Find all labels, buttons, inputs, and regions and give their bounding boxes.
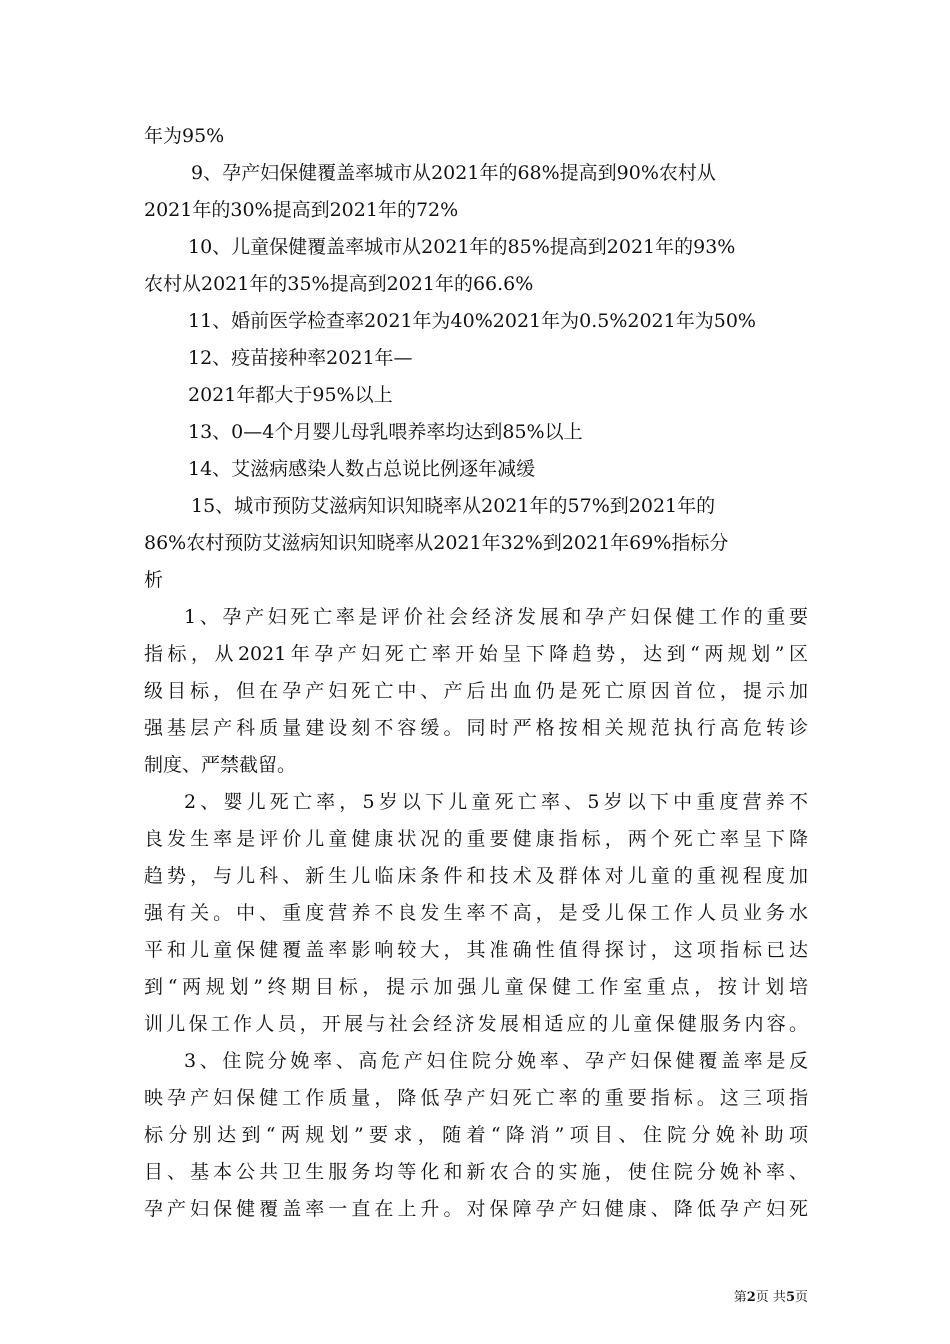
page-footer <box>600 1290 808 1306</box>
text-line: 到“两规划”终期目标，提示加强儿童保健工作室重点，按计划培 <box>144 976 808 998</box>
text-line: 11、婚前医学检查率2021年为40%2021年为0.5%2021年为50% <box>188 310 756 332</box>
text-line: 86%农村预防艾滋病知识知晓率从2021年32%到2021年69%指标分 <box>144 532 729 554</box>
text-line: 析 <box>144 569 164 591</box>
text-line: 良发生率是评价儿童健康状况的重要健康指标，两个死亡率呈下降 <box>144 828 808 850</box>
text-line: 3、住院分娩率、高危产妇住院分娩率、孕产妇保健覆盖率是反 <box>184 1050 808 1072</box>
text-line: 15、城市预防艾滋病知识知晓率从2021年的57%到2021年的 <box>191 495 716 517</box>
text-line: 1、孕产妇死亡率是评价社会经济发展和孕产妇保健工作的重要 <box>184 606 808 628</box>
text-line: 强基层产科质量建设刻不容缓。同时严格按相关规范执行高危转诊 <box>144 717 808 739</box>
page-number-suffix: 页 <box>794 1290 808 1305</box>
document-body <box>144 118 808 1228</box>
text-line: 10、儿童保健覆盖率城市从2021年的85%提高到2021年的93% <box>188 236 736 258</box>
text-line: 2021年的30%提高到2021年的72% <box>144 199 459 221</box>
text-line: 映孕产妇保健工作质量，降低孕产妇死亡率的重要指标。这三项指 <box>144 1087 808 1109</box>
text-line: 级目标，但在孕产妇死亡中、产后出血仍是死亡原因首位，提示加 <box>144 680 808 702</box>
text-line: 13、0—4个月婴儿母乳喂养率均达到85%以上 <box>188 421 583 443</box>
page-number-current: 2 <box>746 1290 756 1305</box>
text-line: 平和儿童保健覆盖率影响较大，其准确性值得探讨，这项指标已达 <box>144 939 808 961</box>
text-line: 制度、严禁截留。 <box>144 754 297 776</box>
text-line: 14、艾滋病感染人数占总说比例逐年减缓 <box>188 458 536 480</box>
text-line: 2021年都大于95%以上 <box>188 384 393 406</box>
text-line: 趋势，与儿科、新生儿临床条件和技术及群体对儿童的重视程度加 <box>144 865 808 887</box>
text-line: 9、孕产妇保健覆盖率城市从2021年的68%提高到90%农村从 <box>191 162 716 184</box>
text-line: 训儿保工作人员，开展与社会经济发展相适应的儿童保健服务内容。 <box>144 1013 808 1035</box>
text-line: 目、基本公共卫生服务均等化和新农合的实施，使住院分娩补率、 <box>144 1161 808 1183</box>
text-line: 标分别达到“两规划”要求，随着“降消”项目、住院分娩补助项 <box>144 1124 808 1146</box>
text-line: 2、婴儿死亡率，5岁以下儿童死亡率、5岁以下中重度营养不 <box>184 791 808 813</box>
text-line: 强有关。中、重度营养不良发生率不高，是受儿保工作人员业务水 <box>144 902 808 924</box>
page-number-middle: 页 共 <box>755 1290 786 1305</box>
text-line: 指标，从2021年孕产妇死亡率开始呈下降趋势，达到“两规划”区 <box>144 643 808 665</box>
text-line: 孕产妇保健覆盖率一直在上升。对保障孕产妇健康、降低孕产妇死 <box>144 1198 808 1220</box>
text-line: 农村从2021年的35%提高到2021年的66.6% <box>144 273 534 295</box>
text-line: 年为95% <box>144 125 225 147</box>
text-line: 12、疫苗接种率2021年— <box>188 347 413 369</box>
page-number-total: 5 <box>785 1290 795 1305</box>
page-number-prefix: 第 <box>733 1290 747 1305</box>
